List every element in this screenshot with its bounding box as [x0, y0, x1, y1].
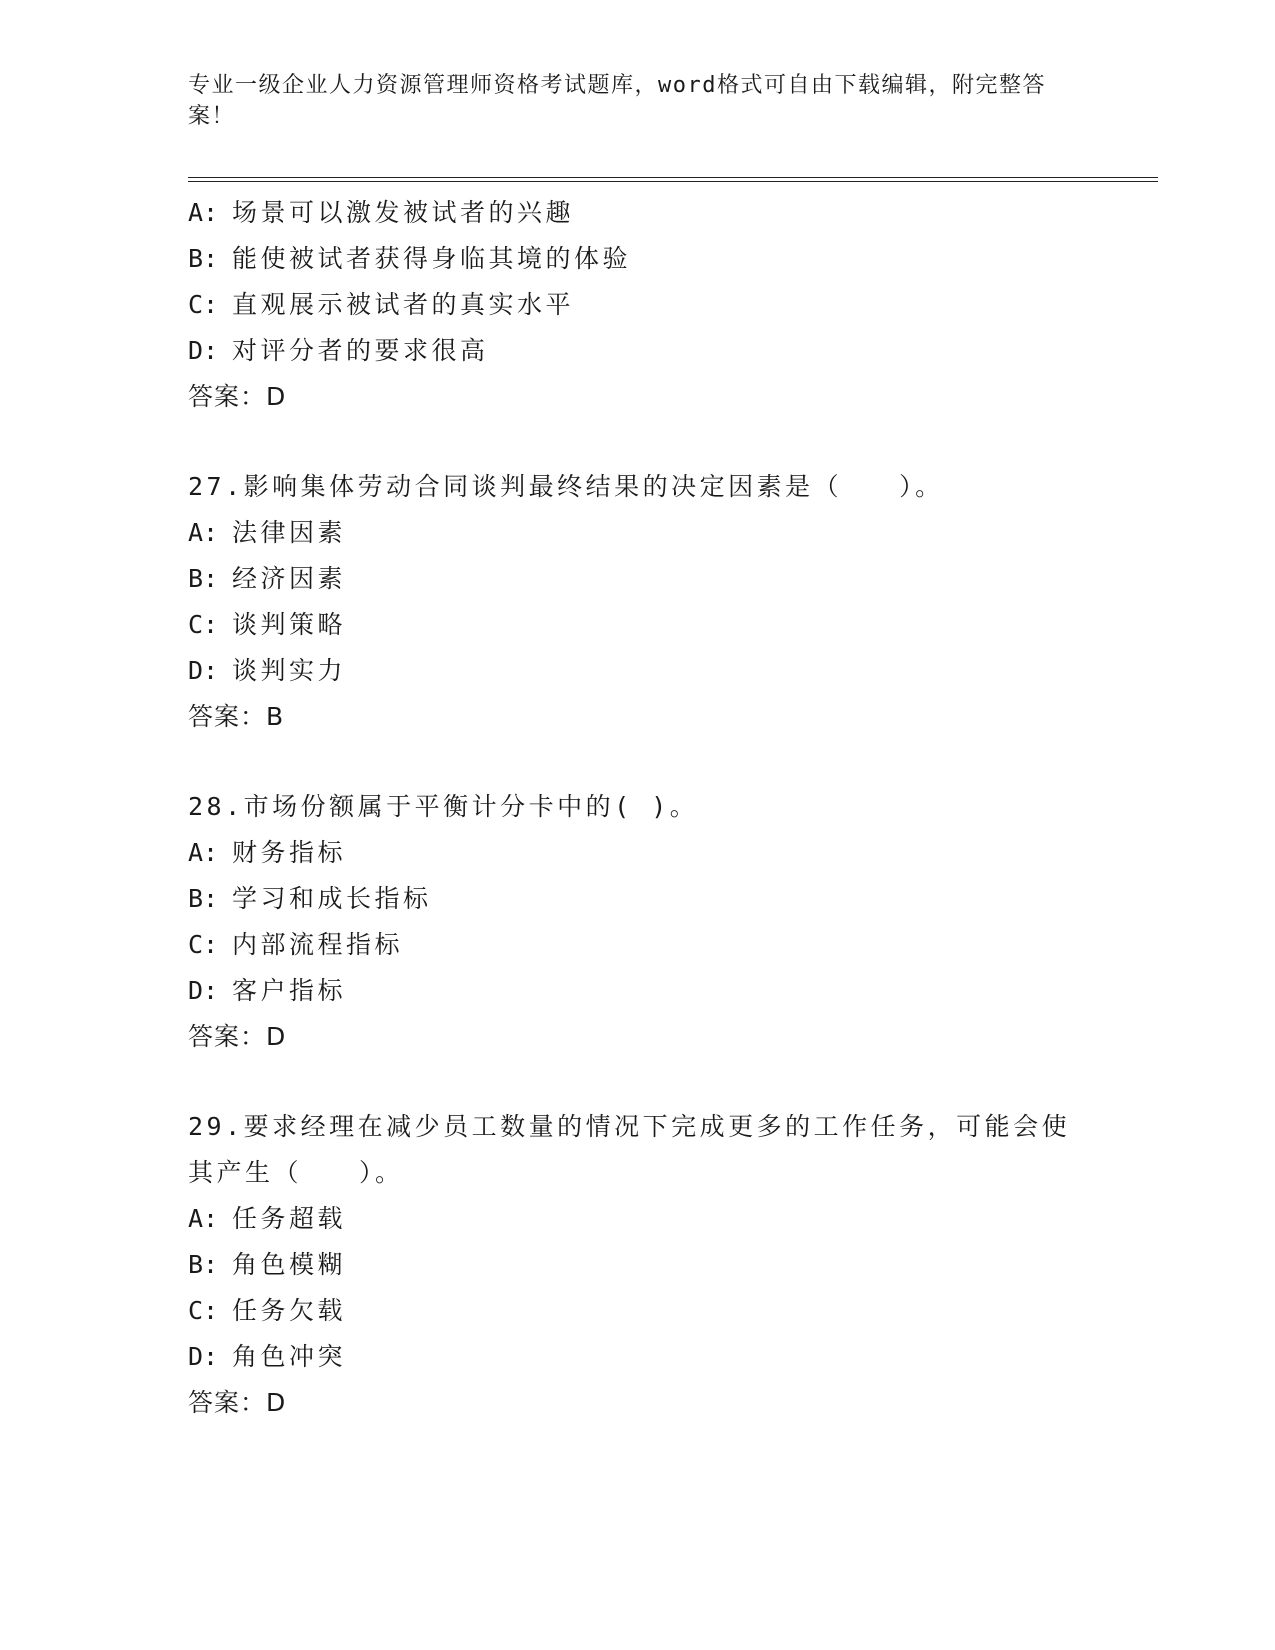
option-d [188, 1334, 1088, 1380]
answer-label: 答案： [188, 382, 267, 411]
option-letter: B: [188, 564, 219, 593]
option-text: 财务指标 [232, 838, 347, 867]
option-text: 谈判实力 [232, 656, 347, 685]
question-block [188, 1104, 1088, 1426]
option-a [188, 1196, 1088, 1242]
option-text: 谈判策略 [232, 610, 347, 639]
option-a [188, 510, 1088, 556]
option-letter: D: [188, 1342, 219, 1371]
option-a [188, 830, 1088, 876]
answer-label: 答案： [188, 1388, 267, 1417]
option-c [188, 922, 1088, 968]
answer-line [188, 1014, 1088, 1060]
question-text: 28.市场份额属于平衡计分卡中的( )。 [188, 792, 699, 821]
option-text: 客户指标 [232, 976, 347, 1005]
option-a [188, 190, 1088, 236]
option-b [188, 236, 1088, 282]
option-d [188, 328, 1088, 374]
option-text: 角色模糊 [232, 1250, 347, 1279]
option-text: 角色冲突 [232, 1342, 347, 1371]
answer-line [188, 694, 1088, 740]
option-letter: B: [188, 884, 219, 913]
option-letter: C: [188, 290, 219, 319]
option-letter: C: [188, 930, 219, 959]
question-text: 29.要求经理在减少员工数量的情况下完成更多的工作任务，可能会使其产生（ ）。 [188, 1112, 1071, 1187]
answer-value: D [266, 382, 287, 411]
option-letter: A: [188, 838, 219, 867]
option-b [188, 556, 1088, 602]
option-d [188, 968, 1088, 1014]
option-letter: D: [188, 976, 219, 1005]
question-text: 27.影响集体劳动合同谈判最终结果的决定因素是（ ）。 [188, 472, 944, 501]
answer-line [188, 374, 1088, 420]
answer-label: 答案： [188, 702, 267, 731]
option-letter: A: [188, 198, 219, 227]
option-text: 学习和成长指标 [232, 884, 432, 913]
option-c [188, 1288, 1088, 1334]
question-block [188, 190, 1088, 420]
option-letter: A: [188, 1204, 219, 1233]
question-block [188, 784, 1088, 1060]
option-text: 能使被试者获得身临其境的体验 [232, 244, 632, 273]
option-letter: C: [188, 610, 219, 639]
option-b [188, 1242, 1088, 1288]
option-letter: A: [188, 518, 219, 547]
option-letter: B: [188, 1250, 219, 1279]
option-b [188, 876, 1088, 922]
option-d [188, 648, 1088, 694]
option-letter: B: [188, 244, 219, 273]
answer-value: D [266, 1388, 287, 1417]
option-letter: D: [188, 656, 219, 685]
option-text: 直观展示被试者的真实水平 [232, 290, 575, 319]
option-text: 内部流程指标 [232, 930, 404, 959]
question-block [188, 464, 1088, 740]
option-text: 任务欠载 [232, 1296, 347, 1325]
option-letter: D: [188, 336, 219, 365]
option-text: 经济因素 [232, 564, 347, 593]
option-c [188, 602, 1088, 648]
question-list [188, 190, 1088, 1426]
answer-value: D [266, 1022, 287, 1051]
answer-line [188, 1380, 1088, 1426]
option-text: 对评分者的要求很高 [232, 336, 489, 365]
answer-value: B [266, 702, 285, 731]
option-text: 场景可以激发被试者的兴趣 [232, 198, 575, 227]
option-c [188, 282, 1088, 328]
option-text: 任务超载 [232, 1204, 347, 1233]
header-divider [188, 177, 1158, 182]
page-header: 专业一级企业人力资源管理师资格考试题库，word格式可自由下载编辑，附完整答案！ [188, 73, 1046, 129]
option-letter: C: [188, 1296, 219, 1325]
option-text: 法律因素 [232, 518, 347, 547]
answer-label: 答案： [188, 1022, 267, 1051]
